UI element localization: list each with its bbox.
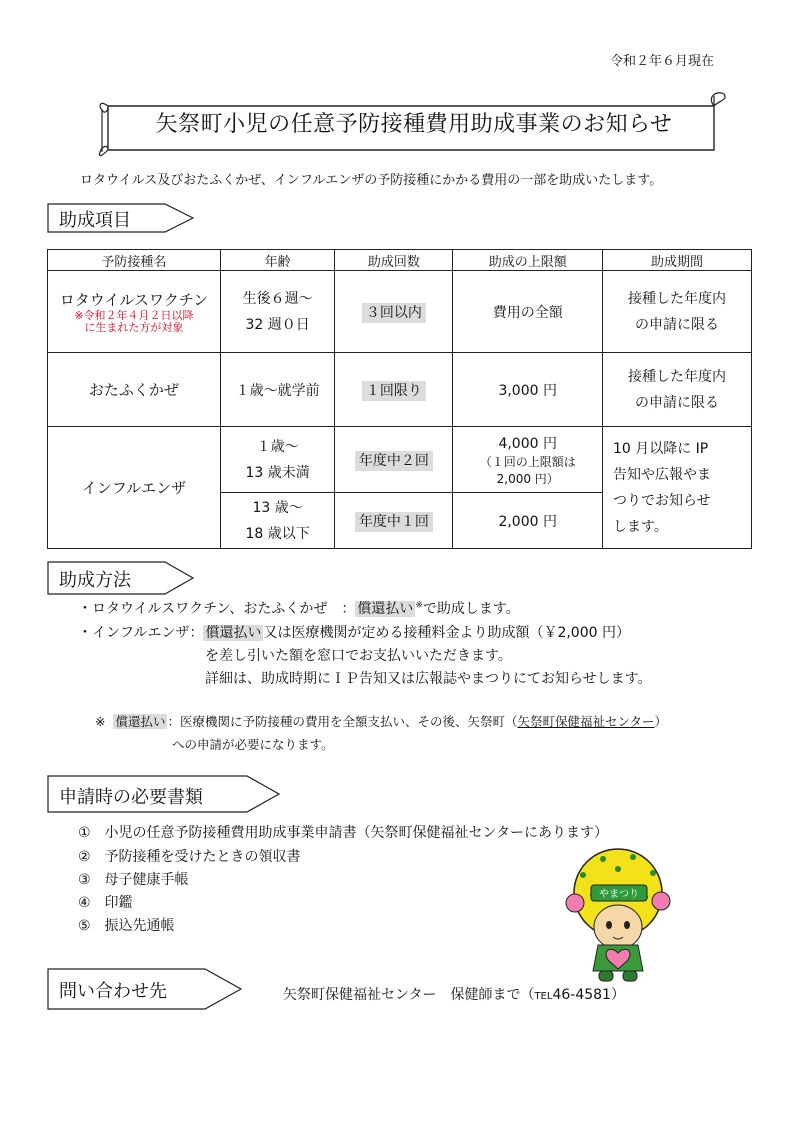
limit-cell: 2,000 円 <box>453 493 602 549</box>
count-text: １回限り <box>362 381 426 401</box>
limit-cell <box>453 427 602 493</box>
period-text: 10 月以降に IP <box>612 440 709 457</box>
count-cell <box>335 493 453 549</box>
vaccine-name: インフルエンザ <box>81 479 187 497</box>
method-text: ・インフルエンザ： <box>78 625 204 641</box>
document-item: ③ 母子健康手帳 <box>78 872 189 888</box>
section-header-documents <box>47 772 287 816</box>
contact-text: 矢祭町保健福祉センター 保健師まで（ <box>283 987 535 1003</box>
table-row <box>48 271 752 353</box>
tel-label: TEL <box>534 991 553 1002</box>
page-title: 矢祭町小児の任意予防接種費用助成事業のお知らせ <box>155 112 673 137</box>
age-text: 13 歳未満 <box>245 464 310 481</box>
col-header-period: 助成期間 <box>602 250 751 271</box>
method-line-2 <box>78 622 630 642</box>
limit-text: 2,000 円） <box>496 471 559 486</box>
section-header-contact <box>47 965 247 1013</box>
mascot-illustration-icon <box>553 845 683 985</box>
note-mark: ※ <box>415 600 423 611</box>
section-title-documents: 申請時の必要書類 <box>59 787 203 808</box>
count-cell <box>335 427 453 493</box>
section-title-method: 助成方法 <box>59 570 131 591</box>
age-cell: １歳～就学前 <box>220 353 334 427</box>
age-cell <box>220 493 334 549</box>
col-header-count: 助成回数 <box>335 250 453 271</box>
note-mark: ※ <box>95 714 106 729</box>
document-item: ⑤ 振込先通帳 <box>78 918 175 934</box>
phone-number: 46-4581） <box>552 987 625 1003</box>
period-text: 接種した年度内 <box>627 290 726 307</box>
count-cell <box>335 271 453 353</box>
vaccine-cell <box>48 353 221 427</box>
document-item: ④ 印鑑 <box>78 895 133 911</box>
period-cell <box>602 271 751 353</box>
table-row <box>48 353 752 427</box>
count-text: 年度中１回 <box>355 512 433 532</box>
vaccine-cell <box>48 427 221 549</box>
age-text: 18 歳以下 <box>245 525 310 542</box>
eligibility-note: に生まれた方が対象 <box>84 321 184 334</box>
section-header-method <box>47 558 197 598</box>
note-text: ：医療機関に予防接種の費用を全額支払い、その後、矢祭町（ <box>167 714 518 729</box>
period-text: 接種した年度内 <box>627 368 726 385</box>
vaccine-name: おたふくかぜ <box>88 381 179 399</box>
period-text: の申請に限る <box>634 394 719 411</box>
section-title-items: 助成項目 <box>59 210 131 231</box>
col-header-limit: 助成の上限額 <box>453 250 602 271</box>
method-line-1 <box>78 598 520 618</box>
limit-text: 4,000 円 <box>498 435 557 452</box>
period-cell <box>602 353 751 427</box>
section-title-contact: 問い合わせ先 <box>59 981 167 1002</box>
reimbursement-highlight: 償還払い <box>357 601 414 617</box>
table-row <box>48 427 752 493</box>
age-cell <box>220 427 334 493</box>
reimbursement-highlight: 償還払い <box>205 625 262 641</box>
limit-cell: 費用の全額 <box>453 271 602 353</box>
period-text: 告知や広報やま <box>612 466 711 483</box>
section-header-items <box>47 198 197 238</box>
age-text: １歳～ <box>256 438 299 455</box>
vaccine-name: ロタウイルスワクチン <box>59 291 209 309</box>
mascot-yamatsuri <box>553 845 683 985</box>
center-name: 矢祭町保健福祉センター <box>517 714 655 729</box>
method-text: ・ロタウイルスワクチン、おたふくかぜ ： <box>78 601 356 617</box>
contact-info <box>283 984 625 1004</box>
col-header-vaccine: 予防接種名 <box>48 250 221 271</box>
limit-cell: 3,000 円 <box>453 353 602 427</box>
age-text: 32 週０日 <box>245 316 310 333</box>
method-line-3: を差し引いた額を窓口でお支払いいただきます。 <box>205 648 512 664</box>
document-item: ② 予防接種を受けたときの領収書 <box>78 849 301 865</box>
count-cell <box>335 353 453 427</box>
title-banner <box>94 92 728 162</box>
age-text: 生後６週～ <box>242 290 313 307</box>
period-cell <box>602 427 751 549</box>
document-item: ① 小児の任意予防接種費用助成事業申請書（矢祭町保健福祉センターにあります） <box>78 825 608 841</box>
intro-text: ロタウイルス及びおたふくかぜ、インフルエンザの予防接種にかかる費用の一部を助成いたします。 <box>80 173 663 188</box>
note-text: ） <box>654 714 667 729</box>
period-text: の申請に限る <box>634 316 719 333</box>
eligibility-note: ※令和２年４月２日以降 <box>74 309 194 322</box>
subsidy-table <box>47 249 752 549</box>
vaccine-cell <box>48 271 221 353</box>
method-text: で助成します。 <box>422 601 520 617</box>
method-text: 又は医療機関が定める接種料金より助成額（￥2,000 円） <box>263 625 630 641</box>
period-text: つりでお知らせ <box>612 492 711 509</box>
count-text: ３回以内 <box>362 303 426 323</box>
reimbursement-note <box>95 712 667 730</box>
table-header-row <box>48 250 752 271</box>
reimbursement-highlight: 償還払い <box>115 714 166 729</box>
age-text: 13 歳～ <box>252 499 303 516</box>
date-label: 令和２年６月現在 <box>610 54 715 69</box>
count-text: 年度中２回 <box>355 451 433 471</box>
limit-text: （１回の上限額は <box>479 454 576 469</box>
mascot-label: やまつり <box>599 889 639 900</box>
age-cell <box>220 271 334 353</box>
period-text: します。 <box>612 518 668 535</box>
col-header-age: 年齢 <box>220 250 334 271</box>
reimbursement-note-2: への申請が必要になります。 <box>172 737 334 752</box>
method-line-4: 詳細は、助成時期にＩＰ告知又は広報誌やまつりにてお知らせします。 <box>205 671 652 687</box>
